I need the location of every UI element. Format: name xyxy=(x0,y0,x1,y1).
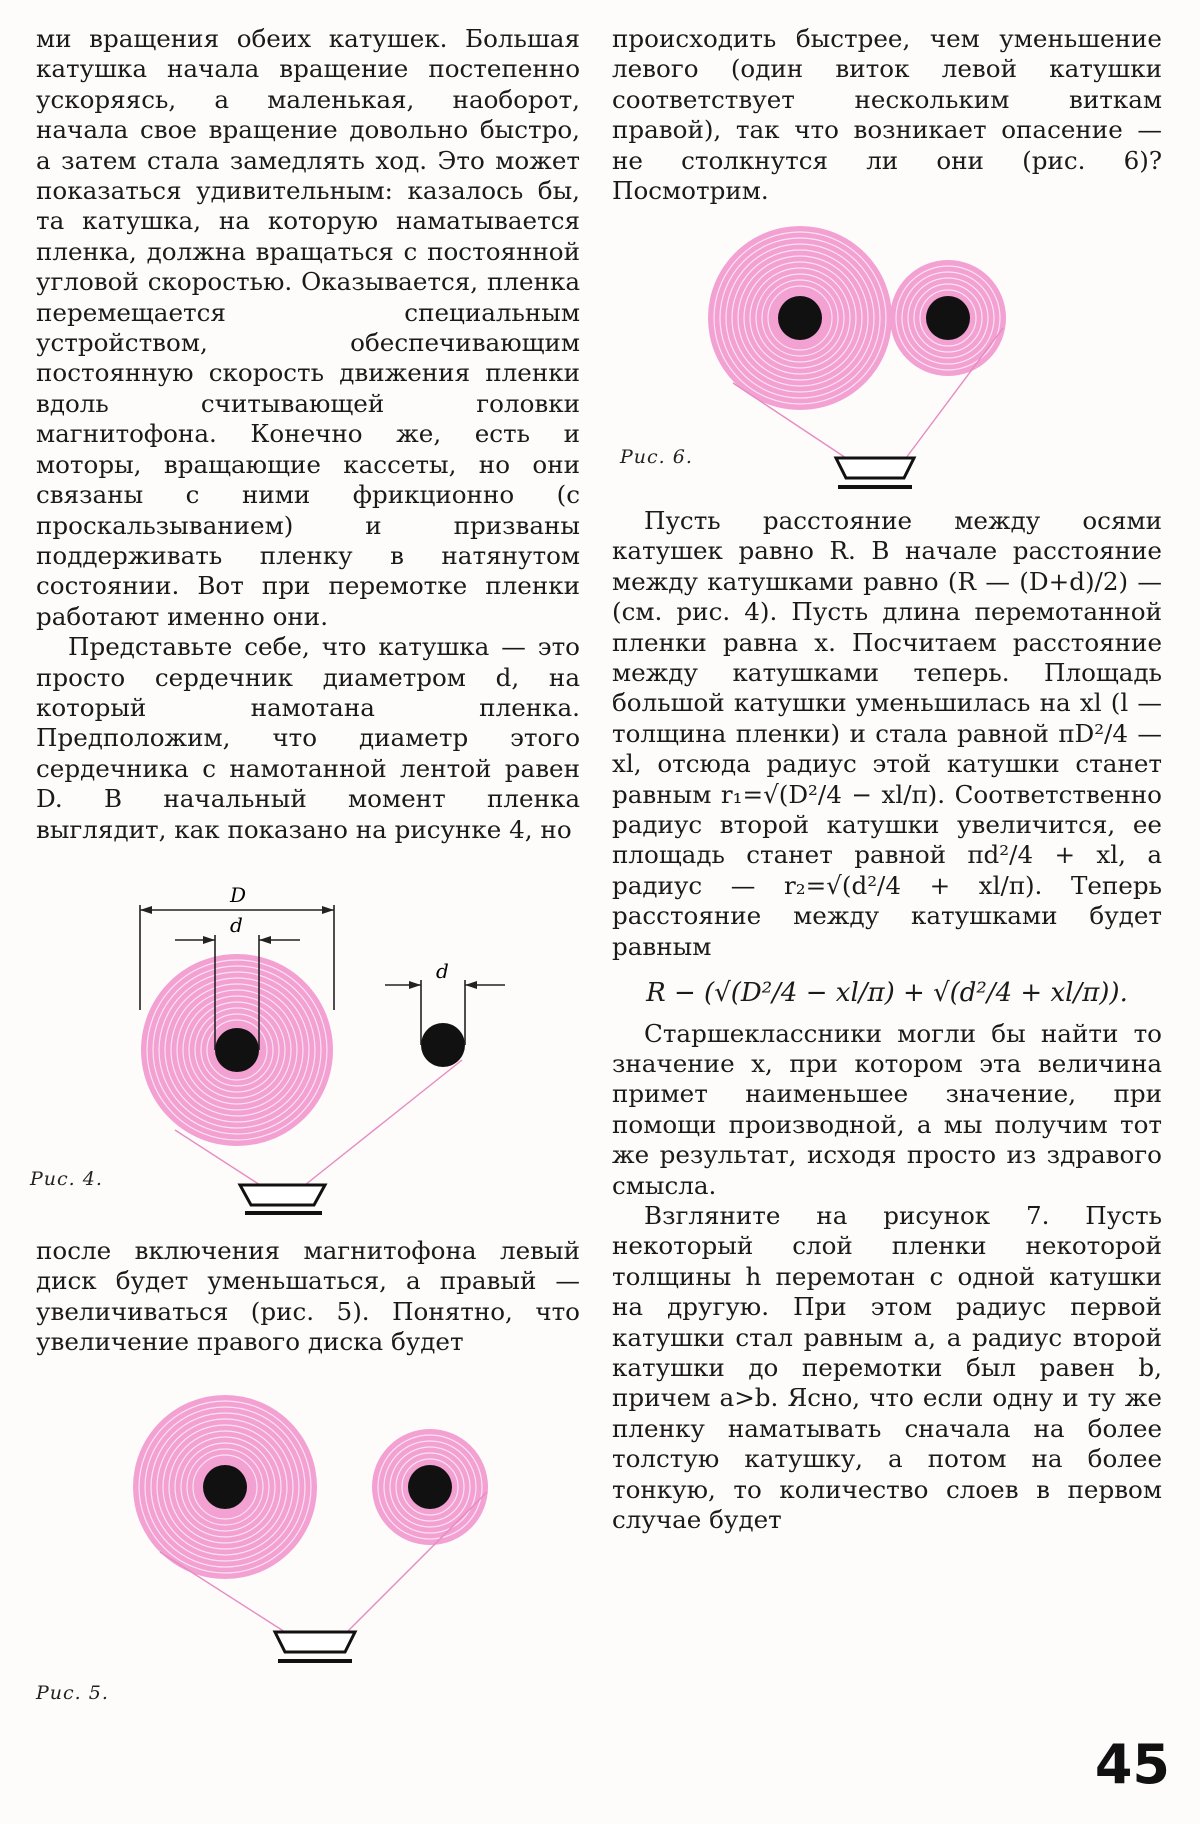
right-column xyxy=(612,24,1162,206)
right-reel-fig6 xyxy=(890,260,1006,376)
figure-6 xyxy=(688,218,1038,493)
right-paragraph-3: Старшеклассники могли бы найти то значение x, при котором эта величина примет наименьшее значение, при помощи производной, а мы получим тот же результат, исходя просто из здравого смысла. xyxy=(612,1018,1162,1200)
small-reel-fig4 xyxy=(421,1023,465,1067)
left-paragraph-2: Представьте себе, что катушка — это просто сердечник диаметром d, на который намотана пленка. Предположим, что диаметр этого сердечника с намотанной лентой равен D. В начальный момент пленка выглядит, как показано на рисунке 4, но xyxy=(36,632,580,844)
label-D: D xyxy=(230,883,247,907)
label-d-small: d xyxy=(436,959,449,983)
fig5-caption: Рис. 5. xyxy=(36,1682,109,1704)
read-head-fig4 xyxy=(240,1185,325,1213)
fig4-caption: Рис. 4. xyxy=(30,1168,103,1190)
page-number: 45 xyxy=(1094,1733,1170,1796)
left-column-bottom xyxy=(36,1236,580,1358)
right-column-middle xyxy=(612,506,1162,1535)
large-reel-fig4 xyxy=(141,954,333,1146)
right-paragraph-4: Взгляните на рисунок 7. Пусть некоторый слой пленки некоторой толщины h перемотан с одной катушки на другую. При этом радиус первой катушки стал равным a, а радиус второй катушки до перемотки был равен b, причем a>b. Ясно, что если одну и ту же пленку наматывать сначала на более толстую катушку, а потом на более тонкую, то количество слоев в первом случае будет xyxy=(612,1200,1162,1534)
read-head-fig5 xyxy=(275,1632,355,1661)
right-reel-fig5 xyxy=(372,1429,488,1545)
left-paragraph-1: ми вращения обеих катушек. Большая катушка начала вращение постепенно ускоряясь, а маленькая, наоборот, начала свое вращение довольно быстро, а затем стала замедлять ход. Это может показаться удивительным: казалось бы, та катушка, на которую наматывается пленка, должна вращаться с постоянной угловой скоростью. Оказывается, пленка перемещается специальным устройством, обеспечивающим постоянную скорость движения пленки вдоль считывающей головки магнитофона. Конечно же, есть и моторы, вращающие кассеты, но они связаны с ними фрикционно (с проскальзыванием) и призваны поддерживать пленку в натянутом состоянии. Вот при перемотке пленки работают именно они. xyxy=(36,24,580,631)
right-paragraph-2: Пусть расстояние между осями катушек равно R. В начале расстояние между катушками равно (R — (D+d)/2) — (см. рис. 4). Пусть длина перемотанной пленки равна x. Посчитаем расстояние между катушками теперь. Площадь большой катушки уменьшилась на xl (l — толщина пленки) и стала равной πD²/4 — xl, отсюда радиус этой катушки станет равным r₁=√(D²/4 − xl/π). Соответственно радиус второй катушки увеличится, ее площадь станет равной πd²/4 + xl, а радиус — r₂=√(d²/4 + xl/π). Теперь расстояние между катушками будет равным xyxy=(612,506,1162,961)
label-d: d xyxy=(230,913,243,937)
left-reel-fig6 xyxy=(708,226,892,410)
figure-4 xyxy=(100,880,540,1220)
left-reel-fig5 xyxy=(133,1395,317,1579)
left-column xyxy=(36,24,580,845)
fig6-caption: Рис. 6. xyxy=(620,446,693,468)
distance-formula: R − (√(D²/4 − xl/π) + √(d²/4 + xl/π)). xyxy=(646,978,1128,1009)
right-paragraph-1: происходить быстрее, чем уменьшение левого (один виток левой катушки соответствует нескольким виткам правой), так что возникает опасение — не столкнутся ли они (рис. 6)? Посмотрим. xyxy=(612,24,1162,206)
read-head-fig6 xyxy=(836,458,914,487)
figure-5 xyxy=(115,1382,525,1682)
left-paragraph-3: после включения магнитофона левый диск будет уменьшаться, а правый — увеличиваться (рис. 5). Понятно, что увеличение правого диска будет xyxy=(36,1236,580,1357)
